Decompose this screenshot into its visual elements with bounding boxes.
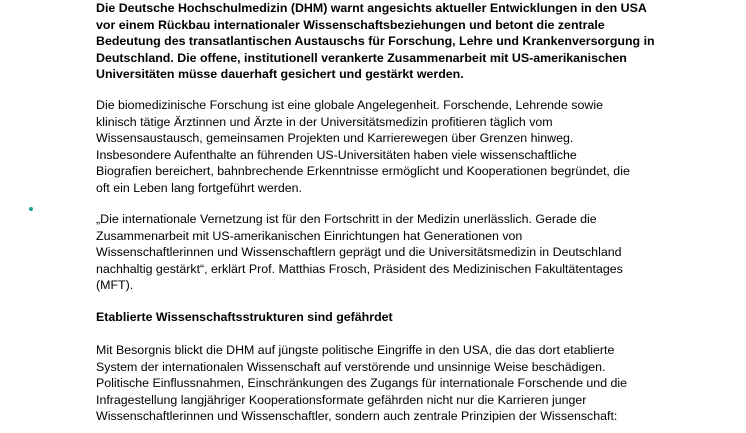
quote-paragraph: „Die internationale Vernetzung ist für den Fortschritt in der Medizin unerlässlich. Gerade die Zusammenarbeit mit US-amerikanischen Einrichtungen hat Generationen von Wissenschaftlerinnen und Wissenschaftlern geprägt und die Universitätsmedizin in Deutschland nachhaltig gestärkt“, erklärt Prof. Matthias Frosch, Präsident des Medizinischen Fakultätentages (MFT). (96, 212, 623, 292)
margin-marker-dot (29, 207, 33, 211)
section-heading: Etablierte Wissenschaftsstrukturen sind gefährdet (96, 310, 393, 324)
body-paragraph-3: Mit Besorgnis blickt die DHM auf jüngste politische Eingriffe in den USA, die das dort etablierte System der internationalen Wissenschaft auf verstörende und unsinnige Weise beschädigen. Politische Einflussnahmen, Einschränkungen des Zugangs für internationale Forschende und die Infragestellung langjähriger Kooperationsformate gefährden nicht nur die Karrieren junger Wissenschaftlerinnen und Wissenschaftler, sondern auch zentrale Prinzipien der Wissenschaft: (96, 343, 628, 423)
body-paragraph-1: Die biomedizinische Forschung ist eine globale Angelegenheit. Forschende, Lehrende sowie klinisch tätige Ärztinnen und Ärzte in der Universitätsmedizin profitieren täglich vom Wissensaustausch, gemeinsamen Projekten und Karrierewegen über Grenzen hinweg. Insbesondere Aufenthalte an führenden US-Universitäten haben viele wissenschaftliche Biografien bereichert, bahnbrechende Erkenntnisse ermöglicht und Kooperationen begründet, die oft ein Leben lang fortgeführt werden. (96, 98, 630, 195)
lead-paragraph: Die Deutsche Hochschulmedizin (DHM) warnt angesichts aktueller Entwicklungen in den USA vor einem Rückbau internationaler Wissenschaftsbeziehungen und betont die zentrale Bedeutung des transatlantischen Austauschs für Forschung, Lehre und Krankenversorgung in Deutschland. Die offene, institutionell verankerte Zusammenarbeit mit US-amerikanischen Universitäten müsse dauerhaft gesichert und gestärkt werden. (96, 1, 655, 81)
